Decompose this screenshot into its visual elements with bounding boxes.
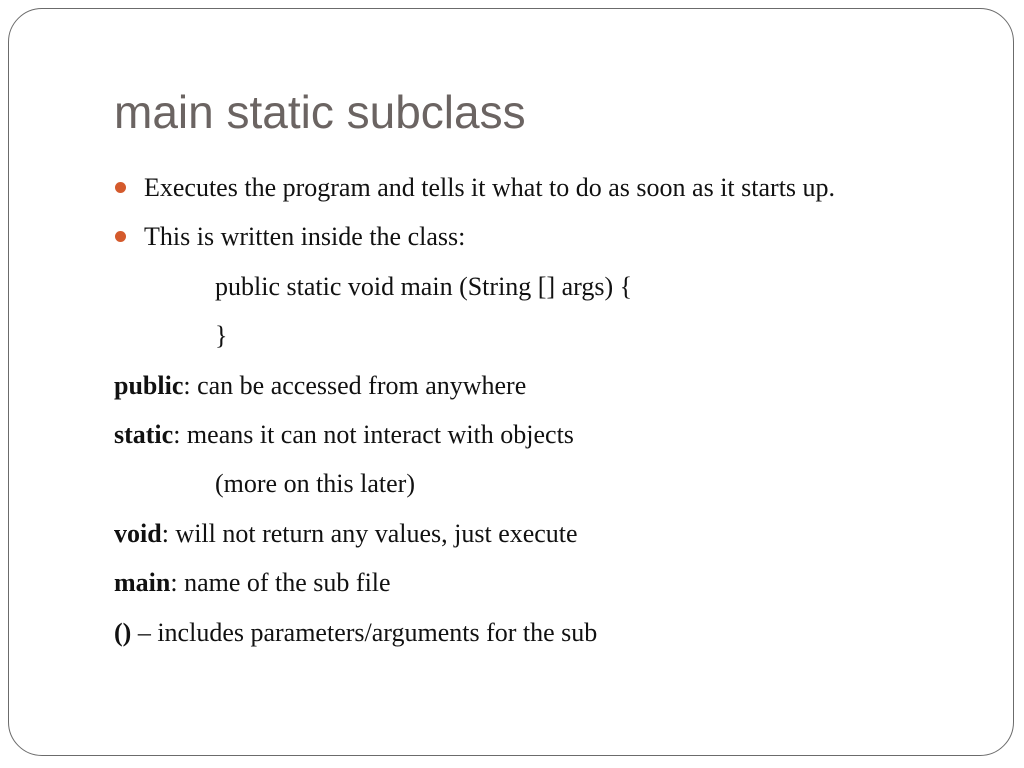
definition-text: – includes parameters/arguments for the sub [131,618,598,647]
slide-title: main static subclass [114,86,526,138]
definition-text: : name of the sub file [170,568,391,597]
definition-item [114,370,526,402]
bullet-dot-icon [115,231,126,242]
bullet-item: This is written inside the class: [144,222,466,251]
definition-term: static [114,420,174,449]
code-line: } [215,321,228,350]
definition-item [114,567,391,599]
definition-term: void [114,519,162,548]
definition-text: : can be accessed from anywhere [183,371,527,400]
definition-item [114,617,597,649]
bullet-item: Executes the program and tells it what to do as soon as it starts up. [144,173,836,202]
definition-term: public [114,371,184,400]
definition-item [114,419,574,451]
definition-text: : will not return any values, just execute [161,519,578,548]
definition-term: () [114,618,132,647]
definition-note: (more on this later) [215,469,415,498]
definition-term: main [114,568,171,597]
definition-text: : means it can not interact with objects [173,420,574,449]
code-line: public static void main (String [] args) { [215,272,633,301]
definition-item [114,518,578,550]
bullet-dot-icon [115,182,126,193]
